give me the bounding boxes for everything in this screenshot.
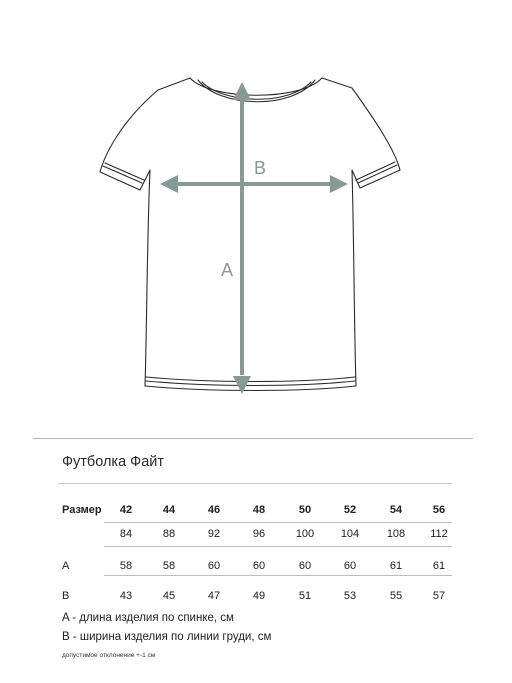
table-cell: 60 xyxy=(207,560,221,572)
table-cell: 61 xyxy=(389,560,403,572)
table-cell: 53 xyxy=(343,590,357,602)
table-cell: 60 xyxy=(298,560,312,572)
table-cell: 104 xyxy=(340,528,360,540)
left-sleeve-hem xyxy=(103,166,142,183)
note-b: B - ширина изделия по линии груди, см xyxy=(62,631,272,643)
neckline-trim-2 xyxy=(202,82,311,99)
table-row xyxy=(58,524,452,548)
table-cell: 45 xyxy=(162,590,176,602)
table-cell: 57 xyxy=(432,590,446,602)
arrow-a-head-top xyxy=(233,82,251,100)
table-cell: 84 xyxy=(119,528,133,540)
table-cell: 92 xyxy=(207,528,221,540)
row-divider xyxy=(104,546,452,547)
row-label: A xyxy=(62,560,70,572)
size-cell: 56 xyxy=(432,504,446,516)
table-cell: 108 xyxy=(386,528,406,540)
arrow-b-head-left xyxy=(160,175,178,193)
size-cell: 50 xyxy=(298,504,312,516)
label-b: B xyxy=(254,158,267,178)
size-cell: 48 xyxy=(252,504,266,516)
table-cell: 58 xyxy=(119,560,133,572)
table-cell: 96 xyxy=(252,528,266,540)
table-row xyxy=(58,556,452,580)
table-cell: 100 xyxy=(295,528,315,540)
arrow-b-head-right xyxy=(330,175,348,193)
right-sleeve-hem-2 xyxy=(356,162,395,180)
table-cell: 61 xyxy=(432,560,446,572)
table-cell: 60 xyxy=(343,560,357,572)
table-cell: 88 xyxy=(162,528,176,540)
row-divider xyxy=(104,575,452,576)
row-divider xyxy=(104,522,452,523)
size-cell: 44 xyxy=(162,504,176,516)
table-cell: 51 xyxy=(298,590,312,602)
size-cell: 52 xyxy=(343,504,357,516)
size-table xyxy=(58,500,452,610)
size-cell: 42 xyxy=(119,504,133,516)
table-cell: 43 xyxy=(119,590,133,602)
table-cell: 58 xyxy=(162,560,176,572)
size-cell: 54 xyxy=(389,504,403,516)
tolerance-note: допустимое отклонение +-1 см xyxy=(62,652,156,659)
measurement-notes xyxy=(62,609,271,647)
note-a: A - длина изделия по спинке, см xyxy=(62,612,234,624)
product-title: Футболка Файт xyxy=(62,454,165,470)
section-divider xyxy=(33,438,473,439)
table-cell: 55 xyxy=(389,590,403,602)
size-cell: 46 xyxy=(207,504,221,516)
table-cell: 112 xyxy=(430,528,448,540)
measure-arrows xyxy=(160,82,348,394)
table-header-row xyxy=(58,500,452,524)
header-label: Размер xyxy=(62,504,102,516)
table-row xyxy=(58,586,452,610)
tshirt-outline xyxy=(100,78,400,391)
title-divider xyxy=(58,483,452,484)
bottom-hem xyxy=(146,377,355,382)
table-cell: 60 xyxy=(252,560,266,572)
table-cell: 49 xyxy=(252,590,266,602)
row-label: B xyxy=(62,590,70,602)
table-cell: 47 xyxy=(207,590,221,602)
label-a: A xyxy=(221,260,234,280)
tshirt-body xyxy=(100,78,400,391)
